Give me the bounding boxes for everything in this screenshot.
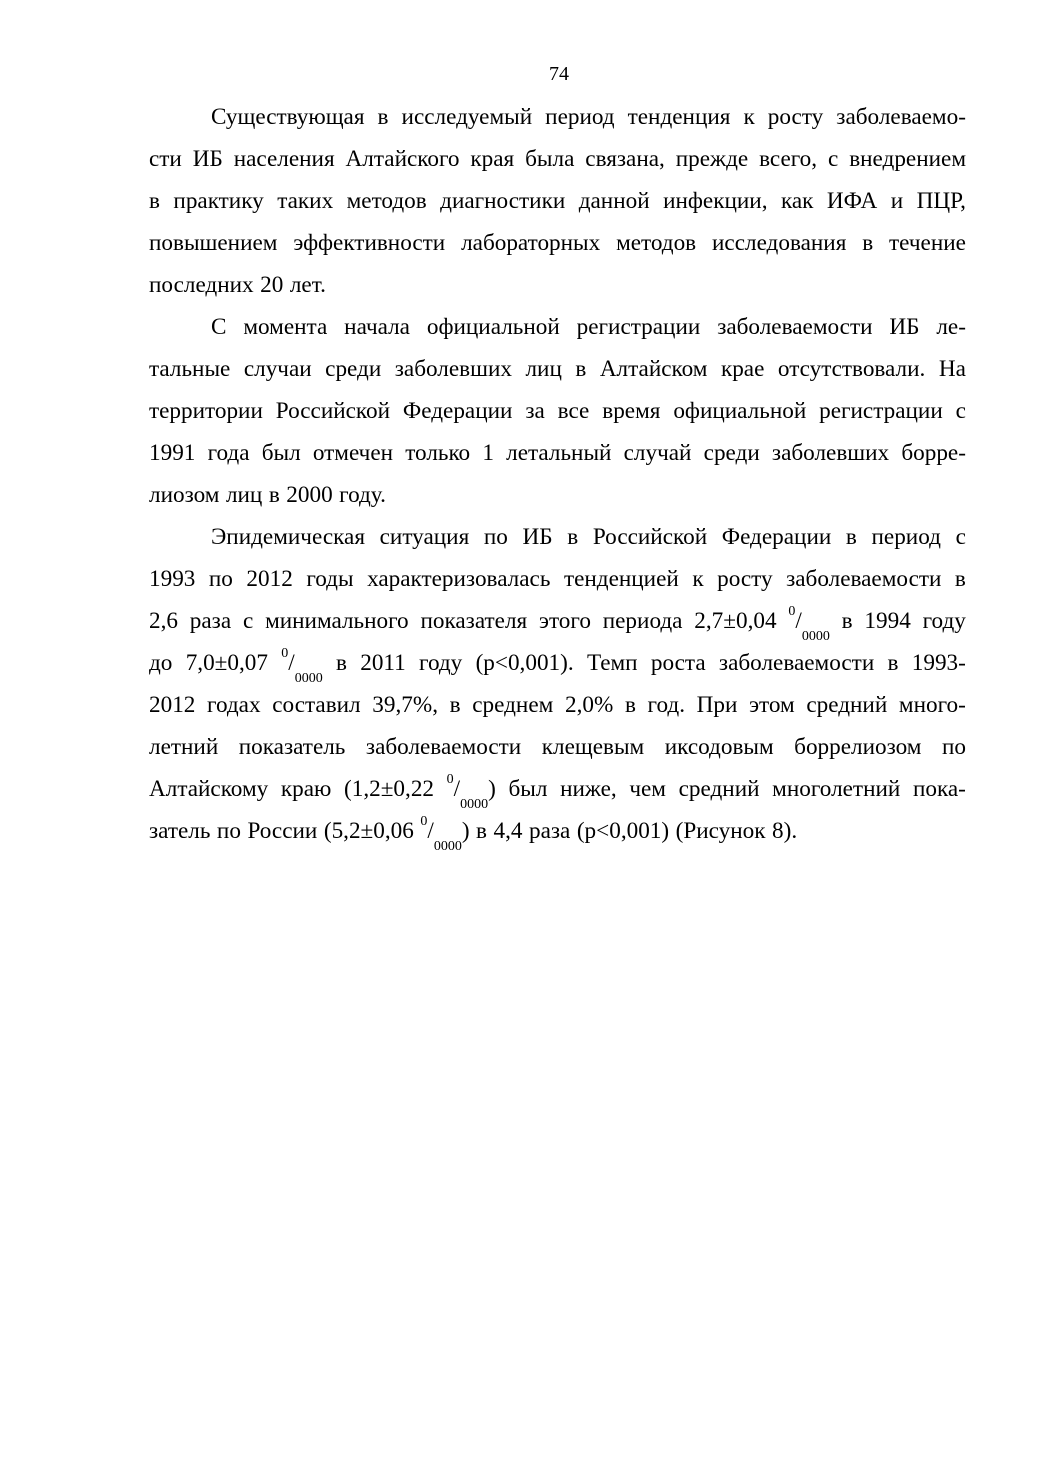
page-number: 74 — [549, 63, 569, 85]
text-line: летний показатель заболеваемости клещевым иксодовым боррелиозом по — [149, 734, 966, 760]
paragraph — [149, 96, 966, 306]
text-line: повышением эффективности лабораторных методов исследования в течение — [149, 230, 966, 256]
text-line: 1993 по 2012 годы характеризовалась тенденцией к росту заболеваемости в — [149, 566, 966, 592]
paragraph — [149, 306, 966, 516]
text-line: затель по России (5,2±0,06 $^0/_{0000}$) в 4,4 раза (р<0,001) (Рисунок 8). — [149, 814, 798, 854]
text-line: Существующая в исследуемый период тенденция к росту заболеваемо- — [211, 104, 966, 130]
text-line: до 7,0±0,07 $^0/_{0000}$ в 2011 году (р<0,001). Темп роста заболеваемости в 1993- — [149, 646, 966, 686]
text-line: сти ИБ населения Алтайского края была связана, прежде всего, с внедрением — [149, 146, 966, 172]
text-line: С момента начала официальной регистрации заболеваемости ИБ ле- — [211, 314, 966, 340]
text-line: последних 20 лет. — [149, 272, 326, 298]
text-line: лиозом лиц в 2000 году. — [149, 482, 386, 508]
page-body — [149, 96, 966, 852]
paragraph — [149, 516, 966, 852]
text-line: 2,6 раза с минимального показателя этого периода 2,7±0,04 $^0/_{0000}$ в 1994 году — [149, 604, 966, 644]
text-line: Эпидемическая ситуация по ИБ в Российской Федерации в период с — [211, 524, 966, 550]
text-line: 2012 годах составил 39,7%, в среднем 2,0% в год. При этом средний много- — [149, 692, 966, 718]
text-line: 1991 года был отмечен только 1 летальный случай среди заболевших борре- — [149, 440, 966, 466]
text-line: Алтайскому краю (1,2±0,22 $^0/_{0000}$) был ниже, чем средний многолетний пока- — [149, 772, 966, 812]
text-line: территории Российской Федерации за все время официальной регистрации с — [149, 398, 966, 424]
text-line: тальные случаи среди заболевших лиц в Алтайском крае отсутствовали. На — [149, 356, 966, 382]
text-line: в практику таких методов диагностики данной инфекции, как ИФА и ПЦР, — [149, 188, 966, 214]
